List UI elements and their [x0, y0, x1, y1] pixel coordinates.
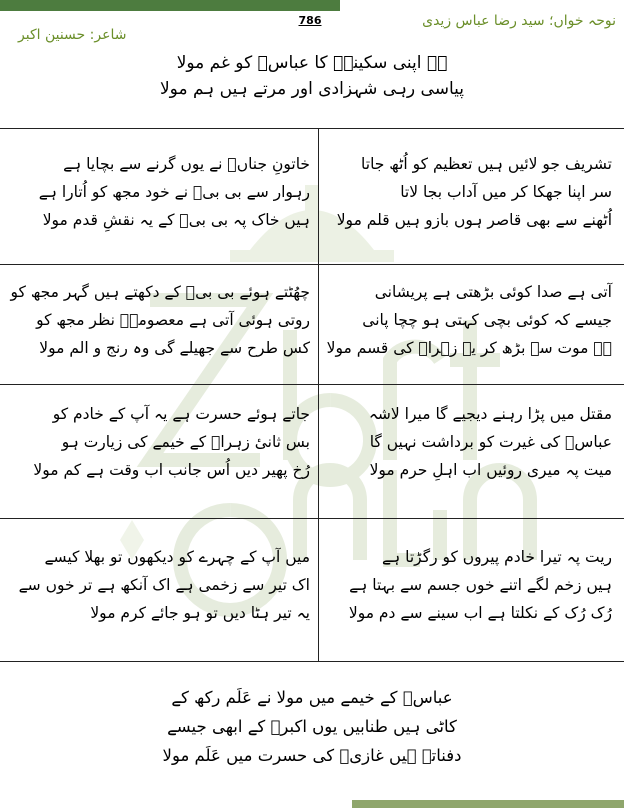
verse-line: رُخ پھیر دیں اُس جانب اب وقت ہے کم مولا — [33, 461, 310, 479]
closing-line: عباسؑ کے خیمے میں مولا نے عَلَم رکھ کے — [171, 688, 453, 707]
closing-line: کاٹی ہیں طنابیں یوں اکبرؑ کے ابھی جیسے — [167, 717, 457, 736]
verse-line: خاتونِ جناںؑ نے یوں گرنے سے بچایا ہے — [63, 155, 310, 173]
verse-line: کس طرح سے جھیلے گی وہ رنج و الم مولا — [39, 339, 310, 357]
verse-line: یہ تیر ہٹا دیں تو ہو جائے کرم مولا — [90, 604, 310, 622]
verse-line: آتی ہے صدا کوئی بڑھتی ہے پریشانی — [374, 283, 612, 301]
stanza-1-left — [14, 150, 310, 234]
verse-line: جیسے کہ کوئی بچی کہتی ہو چچا پانی — [362, 311, 612, 329]
reciter-credit: نوحہ خواں؛ سید رضا عباس زیدی — [422, 13, 616, 29]
verse-line: چھُٹتے ہوئے بی بیؑ کے دکھتے ہیں گہر مجھ کو — [10, 283, 310, 301]
stanza-1-right — [330, 150, 612, 234]
verse-line: ریت پہ تیرا خادم پیروں کو رگڑتا ہے — [382, 548, 612, 566]
verse-line: ہے موت سے بڑھ کر یہ زہراؑ کی قسم مولا — [326, 339, 612, 357]
verse-line: تشریف جو لائیں ہیں تعظیم کو اُٹھ جاتا — [361, 155, 612, 173]
bottom-accent-bar — [352, 800, 624, 808]
stanza-4-right — [330, 543, 612, 627]
verse-line: میت پہ میری روئیں اب اہلِ حرم مولا — [369, 461, 612, 479]
verse-line: ہیں خاک پہ بی بیؑ کے یہ نقشِ قدم مولا — [42, 211, 310, 229]
closing-stanza — [0, 683, 624, 770]
verse-line: بس ثانیٔ زہراؑ کے خیمے کی زیارت ہو — [61, 433, 310, 451]
intro-couplet — [0, 50, 624, 102]
verse-line: میں آپ کے چہرے کو دیکھوں تو بھلا کیسے — [44, 548, 310, 566]
stanza-3-right — [330, 400, 612, 484]
verse-line: اُٹھنے سے بھی قاصر ہوں بازو ہیں قلم مولا — [336, 211, 612, 229]
poet-credit: شاعر: حسنین اکبر — [18, 27, 127, 43]
verse-line: روتی ہوئی آتی ہے معصومہؑ نظر مجھ کو — [36, 311, 310, 329]
stanza-table — [0, 128, 624, 662]
stanza-2-right — [326, 278, 612, 362]
verse-line: سر اپنا جھکا کر میں آداب بجا لاتا — [400, 183, 612, 201]
closing-line: دفناتے ہیں غازیؑ کی حسرت میں عَلَم مولا — [162, 746, 462, 765]
verse-line: ہیں زخم لگے اتنے خوں جسم سے بہتا ہے — [349, 576, 612, 594]
verse-line: رُک رُک کے نکلتا ہے اب سینے سے دم مولا — [348, 604, 612, 622]
verse-line: رہوار سے بی بیؑ نے خود مجھ کو اُتارا ہے — [38, 183, 310, 201]
verse-line: جاتے ہوئے حسرت ہے یہ آپ کے خادم کو — [52, 405, 310, 423]
intro-line: ہے اپنی سکینہؑ کا عباسؑ کو غم مولا — [176, 53, 448, 73]
column-divider — [318, 128, 319, 662]
verse-line: مقتل میں پڑا رہنے دیجیے گا میرا لاشہ — [368, 405, 612, 423]
stanza-3-left — [14, 400, 310, 484]
verse-line: اک تیر سے زخمی ہے اک آنکھ ہے تر خوں سے — [18, 576, 310, 594]
stanza-2-left — [10, 278, 310, 362]
page-number: 786 — [298, 14, 322, 27]
intro-line: پیاسی رہی شہزادی اور مرتے ہیں ہم مولا — [159, 79, 465, 99]
top-accent-bar — [0, 0, 340, 11]
verse-line: عباسؑ کی غیرت کو برداشت نہیں گا — [369, 433, 612, 451]
stanza-4-left — [14, 543, 310, 627]
